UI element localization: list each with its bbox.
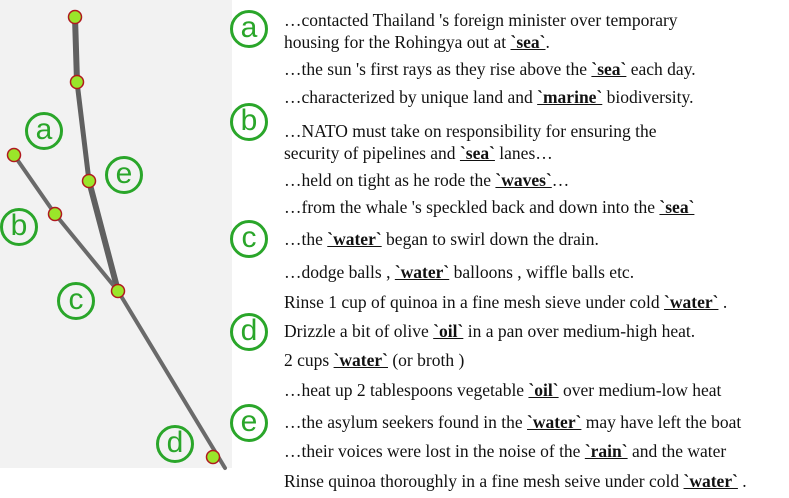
sentence-text: Rinse 1 cup of quinoa in a fine mesh sieve under cold [284, 292, 665, 312]
sentence-text: …the [284, 229, 328, 249]
sentence-a2 [284, 59, 696, 80]
tree-node [112, 285, 125, 298]
sentence-text: 2 cups [284, 350, 334, 370]
tree-node [69, 11, 82, 24]
keyword: `sea` [591, 59, 627, 79]
sentence-text: …the sun 's first rays as they rise above the [284, 59, 592, 79]
sentence-text: …held on tight as he rode the [284, 170, 496, 190]
sentence-text: …from the whale 's speckled back and down into the [284, 197, 660, 217]
sentence-d1 [284, 321, 695, 342]
sentence-text: over medium-low heat [558, 380, 722, 400]
tree-node [8, 149, 21, 162]
group-label-a: a [230, 10, 268, 48]
sentence-text: …heat up 2 tablespoons vegetable [284, 380, 529, 400]
keyword: `oil` [528, 380, 559, 400]
sentence-text: each day. [626, 59, 696, 79]
sentence-text: housing for the Rohingya out at [284, 32, 511, 52]
keyword: `water` [527, 412, 582, 432]
sentence-text: and the water [627, 441, 727, 461]
sentence-e3 [284, 471, 747, 492]
sentence-b3 [284, 197, 694, 218]
keyword: `oil` [433, 321, 464, 341]
sentence-d2 [284, 350, 464, 371]
tree-label-b: b [0, 208, 38, 246]
sentence-text: lanes… [494, 143, 553, 163]
keyword: `water` [683, 471, 738, 491]
keyword: `rain` [584, 441, 628, 461]
keyword: `sea` [459, 143, 495, 163]
tree-edge [14, 155, 55, 214]
keyword: `water` [394, 262, 450, 282]
tree-label-a: a [25, 112, 63, 150]
sentence-b1-line1: …NATO must take on responsibility for ensuring the [284, 121, 657, 141]
sentence-text: security of pipelines and [284, 143, 460, 163]
sentence-text: balloons , wiffle balls etc. [449, 262, 635, 282]
sentence-a3 [284, 87, 694, 108]
keyword: `water` [333, 350, 388, 370]
group-label-b: b [230, 103, 268, 141]
sentence-b2 [284, 170, 569, 191]
sentence-text: …the asylum seekers found in the [284, 412, 528, 432]
sentence-text: may have left the boat [581, 412, 742, 432]
sentence-text: Rinse quinoa thoroughly in a fine mesh seive under cold [284, 471, 684, 491]
sentence-text: . [718, 292, 728, 312]
tree-label-e: e [105, 156, 143, 194]
keyword: `marine` [537, 87, 603, 107]
tree-label-c: c [57, 282, 95, 320]
sentence-text: began to swirl down the drain. [381, 229, 599, 249]
sentence-text: in a pan over medium-high heat. [463, 321, 696, 341]
sentence-text: (or broth ) [387, 350, 465, 370]
keyword: `sea` [659, 197, 695, 217]
sentence-c2 [284, 262, 634, 283]
keyword: `water` [327, 229, 382, 249]
sentence-text: . [545, 32, 550, 52]
tree-diagram [0, 0, 240, 498]
keyword: `water` [664, 292, 719, 312]
sentence-text: . [737, 471, 747, 491]
tree-edge [77, 82, 89, 181]
tree-edge [75, 17, 77, 82]
group-label-e: e [230, 404, 268, 442]
tree-node [207, 451, 220, 464]
sentence-e1 [284, 412, 741, 433]
tree-label-d: d [156, 425, 194, 463]
sentence-c1 [284, 229, 599, 250]
group-label-c: c [230, 220, 268, 258]
sentence-text: …dodge balls , [284, 262, 395, 282]
tree-node [71, 76, 84, 89]
sentence-e2 [284, 441, 726, 462]
sentence-text: … [551, 170, 570, 190]
sentence-text: …their voices were lost in the noise of the [284, 441, 585, 461]
sentence-d3 [284, 380, 721, 401]
sentence-text: Drizzle a bit of olive [284, 321, 434, 341]
tree-node [83, 175, 96, 188]
sentence-a1-line2 [284, 32, 550, 53]
sentence-c3 [284, 292, 727, 313]
sentence-text: biodiversity. [602, 87, 694, 107]
keyword: `sea` [510, 32, 546, 52]
tree-node [49, 208, 62, 221]
group-label-d: d [230, 313, 268, 351]
sentence-a1-line1: …contacted Thailand 's foreign minister over temporary [284, 10, 678, 30]
sentence-text: …characterized by unique land and [284, 87, 538, 107]
sentence-b1-line2 [284, 143, 553, 164]
keyword: `waves` [495, 170, 552, 190]
